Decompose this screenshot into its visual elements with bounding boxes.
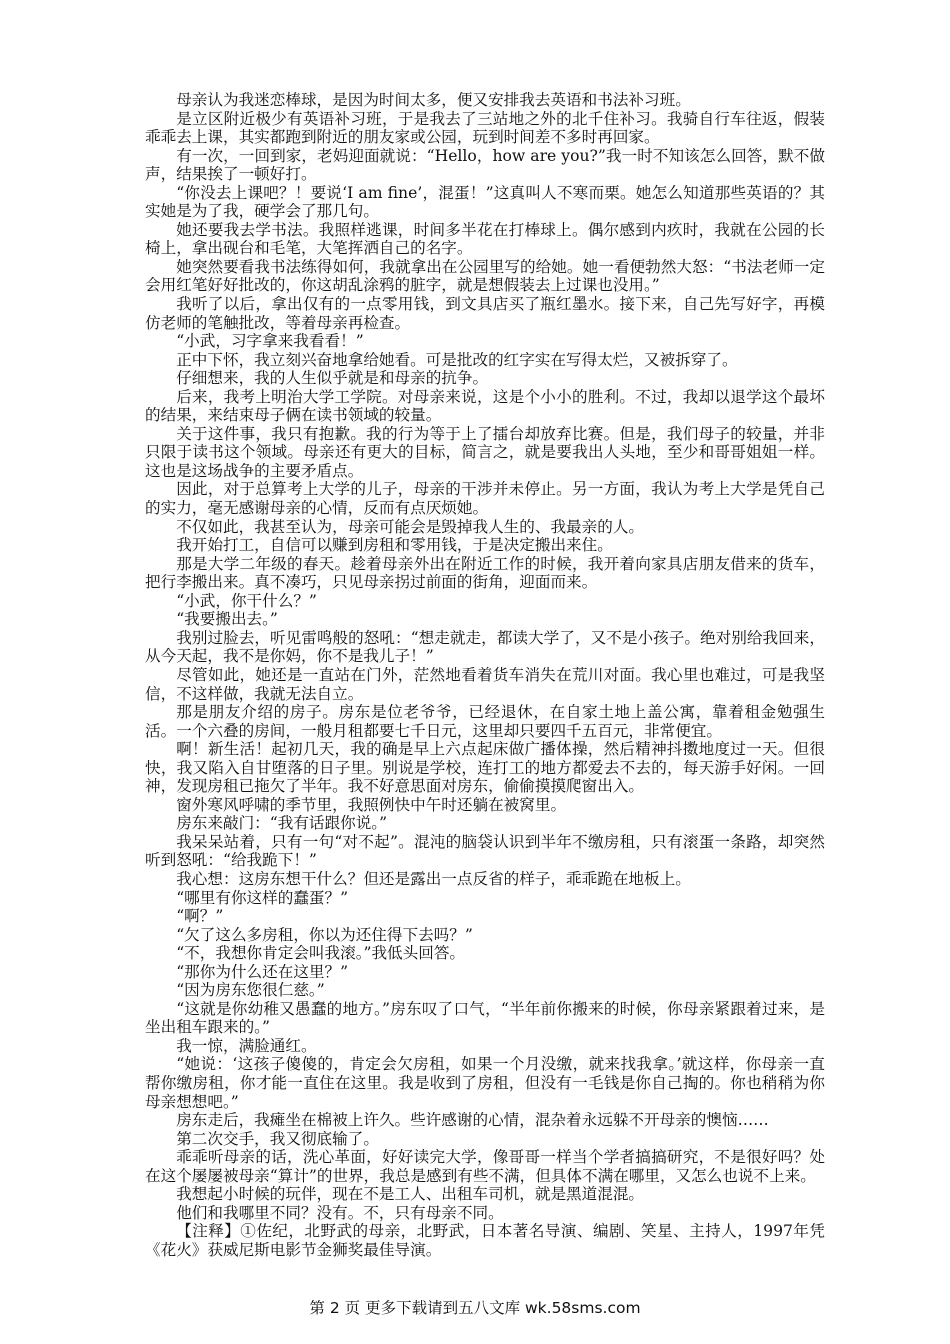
- paragraph: “欠了这么多房租，你以为还住得下去吗？”: [176, 925, 473, 944]
- paragraph: 尽管如此，她还是一直站在门外，茫然地看着货车消失在荒川对面。我心里也难过，可是我坚信，不这样做，我就无法自立。: [145, 665, 825, 703]
- paragraph: 我想起小时候的玩伴，现在不是工人、出租车司机，就是黑道混混。: [176, 1185, 645, 1204]
- paragraph: 母亲认为我迷恋棒球，是因为时间太多，便又安排我去英语和书法补习班。: [176, 91, 691, 109]
- paragraph: “她说：‘这孩子傻傻的，肯定会欠房租，如果一个月没缴，就来找我拿。’就这样，你母亲一直帮你缴房租，你才能一直住在这里。我是收到了房租，但没有一毛钱是你自己掏的。你也稍稍为你母亲想想吧。”: [145, 1055, 825, 1111]
- paragraph: 那是大学二年级的春天。趁着母亲外出在附近工作的时候，我开着向家具店朋友借来的货车，把行李搬出来。真不凑巧，只见母亲拐过前面的街角，迎面而来。: [145, 554, 825, 592]
- paragraph: 窗外寒风呼啸的季节里，我照例快中午时还躺在被窝里。: [176, 795, 567, 814]
- paragraph: 不仅如此，我甚至认为，母亲可能会是毁掉我人生的、我最亲的人。: [176, 517, 645, 536]
- paragraph: 是立区附近极少有英语补习班，于是我去了三站地之外的北千住补习。我骑自行车往返，假装乖乖去上课，其实都跑到附近的朋友家或公园，玩到时间差不多时再回家。: [145, 109, 825, 147]
- paragraph: 后来，我考上明治大学工学院。对母亲来说，这是个小小的胜利。不过，我却以退学这个最坏的结果，来结束母子俩在读书领域的较量。: [145, 387, 825, 425]
- paragraph: 正中下怀，我立刻兴奋地拿给她看。可是批改的红字实在写得太烂，又被拆穿了。: [176, 350, 738, 369]
- paragraph: 乖乖听母亲的话，洗心革面，好好读完大学，像哥哥一样当个学者搞搞研究，不是很好吗？处在这个屡屡被母亲“算计”的世界，我总是感到有些不满，但具体不满在哪里，又怎么也说不上来。: [145, 1148, 825, 1185]
- paragraph: 因此，对于总算考上大学的儿子，母亲的干涉并未停止。另一方面，我认为考上大学是凭自己的实力，毫无感谢母亲的心情，反而有点厌烦她。: [145, 480, 825, 518]
- paragraph: 那是朋友介绍的房子。房东是位老爷爷，已经退休，在自家土地上盖公寓，靠着租金勉强生活。一个六叠的房间，一般月租都要七千日元，这里却只要四千五百元，非常便宜。: [145, 703, 825, 740]
- paragraph: “小武，习字拿来我看看！”: [176, 332, 364, 351]
- paragraph: 她突然要看我书法练得如何，我就拿出在公园里写的给她。她一看便勃然大怒：“书法老师一定会用红笔好好批改的，你这胡乱涂鸦的脏字，就是想假装去上过课也没用。”: [145, 257, 825, 295]
- paragraph: 房东走后，我瘫坐在棉被上许久。些许感谢的心情，混杂着永远躲不开母亲的懊恼……: [176, 1111, 769, 1130]
- page-footer: 第 2 页 更多下载请到五八文库 wk.58sms.com: [309, 1299, 641, 1317]
- paragraph: 我一惊，满脸通红。: [176, 1036, 317, 1055]
- paragraph: “那你为什么还在这里？”: [176, 962, 349, 981]
- paragraph: 有一次，一回到家，老妈迎面就说：“Hello，how are you?”我一时不知该怎么回答，默不做声，结果挨了一顿好打。: [145, 146, 825, 184]
- paragraph: 房东来敲门：“我有话跟你说。”: [176, 814, 388, 833]
- paragraph: “不，我想你肯定会叫我滚。”我低头回答。: [176, 944, 466, 963]
- paragraph: 他们和我哪里不同？没有。不，只有母亲不同。: [176, 1203, 504, 1222]
- paragraph: “你没去上课吧？！要说‘I am fine’，混蛋！”这真叫人不寒而栗。她怎么知道那些英语的？其实她是为了我，硬学会了那几句。: [145, 183, 825, 221]
- paragraph: “小武，你干什么？”: [176, 591, 317, 610]
- paragraph: 我心想：这房东想干什么？但还是露出一点反省的样子，乖乖跪在地板上。: [176, 869, 691, 888]
- paragraph: “啊？”: [176, 907, 224, 926]
- paragraph: 我开始打工，自信可以赚到房租和零用钱，于是决定搬出来住。: [176, 536, 613, 555]
- paragraph: 啊！新生活！起初几天，我的确是早上六点起床做广播体操，然后精神抖擞地度过一天。但很快，我又陷入自甘堕落的日子里。别说是学校，连打工的地方都爱去不去的，每天游手好闲。一回神，发现房租已拖欠了半年。我不好意思面对房东，偷偷摸摸爬窗出入。: [145, 740, 825, 796]
- paragraph: 我别过脸去，听见雷鸣般的怒吼：“想走就走，都读大学了，又不是小孩子。绝对别给我回来，从今天起，我不是你妈，你不是我儿子！”: [145, 628, 825, 666]
- paragraph: 我听了以后，拿出仅有的一点零用钱，到文具店买了瓶红墨水。接下来，自己先写好字，再模仿老师的笔触批改，等着母亲再检查。: [145, 295, 825, 332]
- paragraph: “我要搬出去。”: [176, 610, 278, 629]
- paragraph: 第二次交手，我又彻底输了。: [176, 1129, 379, 1148]
- paragraph: “这就是你幼稚又愚蠢的地方。”房东叹了口气，“半年前你搬来的时候，你母亲紧跟着过来，是坐出租车跟来的。”: [145, 999, 825, 1037]
- paragraph: 她还要我去学书法。我照样逃课，时间多半花在打棒球上。偶尔感到内疚时，我就在公园的长椅上，拿出砚台和毛笔，大笔挥洒自己的名字。: [145, 220, 825, 258]
- paragraph: “因为房东您很仁慈。”: [176, 981, 325, 1000]
- annotation-note: 【注释】①佐纪，北野武的母亲，北野武，日本著名导演、编剧、笑星、主持人，1997年凭《花火》获威尼斯电影节金狮奖最佳导演。: [145, 1222, 825, 1259]
- paragraph: 我呆呆站着，只有一句“对不起”。混沌的脑袋认识到半年不缴房租，只有滚蛋一条路，却突然听到怒吼：“给我跪下！”: [145, 832, 825, 870]
- paragraph: “哪里有你这样的蠢蛋？”: [176, 888, 349, 907]
- article-body: [145, 91, 825, 1259]
- paragraph: 关于这件事，我只有抱歉。我的行为等于上了擂台却放弃比赛。但是，我们母子的较量，并非只限于读书这个领域。母亲还有更大的目标，简言之，就是要我出人头地，至少和哥哥姐姐一样。这也是这场战争的主要矛盾点。: [145, 424, 825, 480]
- paragraph: 仔细想来，我的人生似乎就是和母亲的抗争。: [176, 369, 489, 388]
